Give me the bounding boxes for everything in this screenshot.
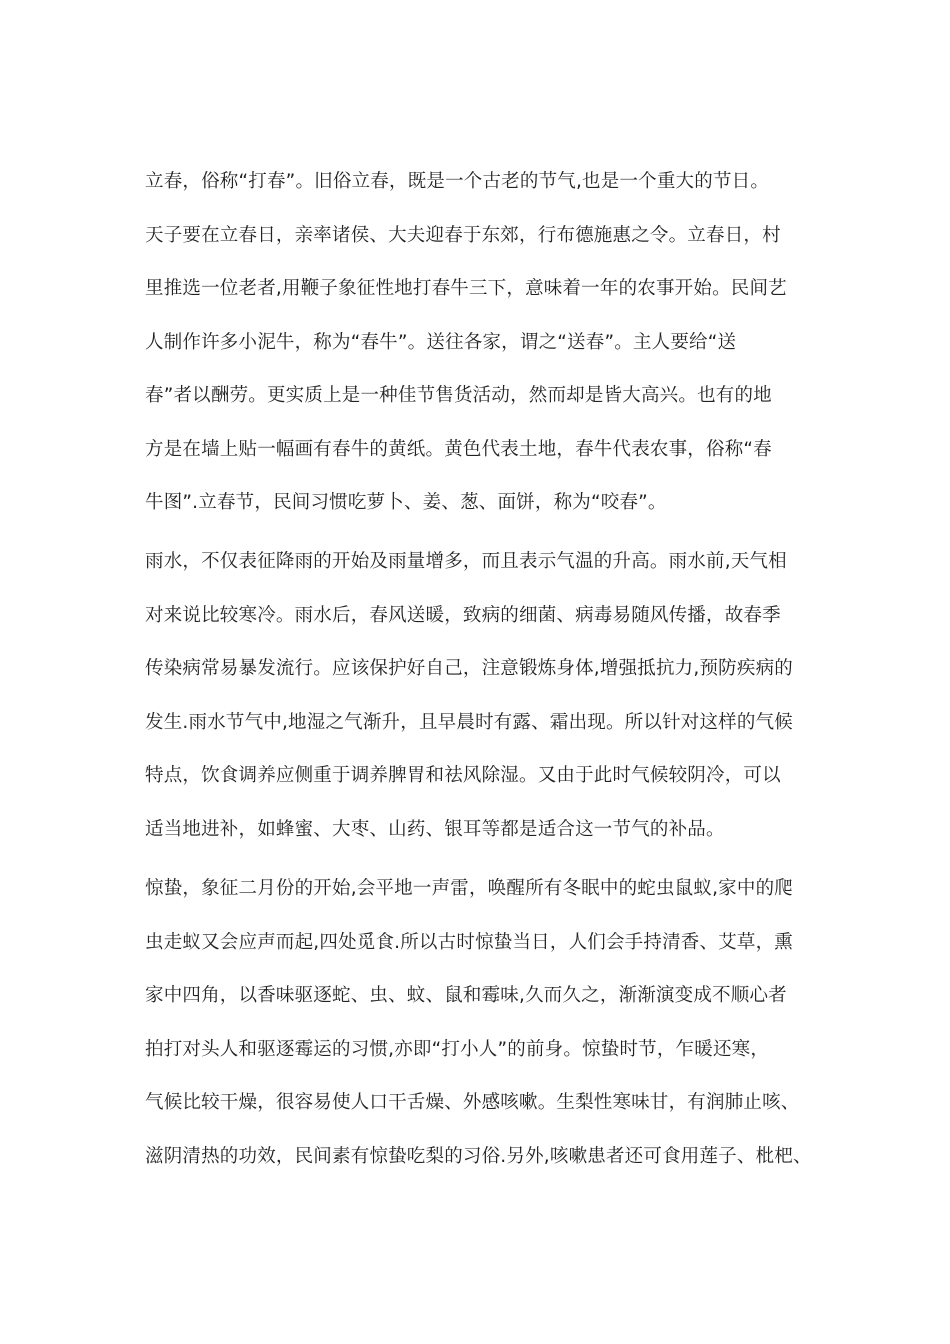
- text-line: 惊蛰，象征二月份的开始,会平地一声雷，唤醒所有冬眠中的蛇虫鼠蚁,家中的爬: [145, 878, 793, 899]
- text-line: 家中四角，以香味驱逐蛇、虫、蚊、鼠和霉味,久而久之，渐渐演变成不顺心者: [145, 985, 787, 1006]
- text-line: 适当地进补，如蜂蜜、大枣、山药、银耳等都是适合这一节气的补品。: [145, 818, 725, 840]
- paragraph-yushui: [145, 535, 835, 856]
- text-line: 雨水，不仅表征降雨的开始及雨量增多，而且表示气温的升高。雨水前,天气相: [145, 551, 787, 572]
- text-line: 滋阴清热的功效，民间素有惊蛰吃梨的习俗.另外,咳嗽患者还可食用莲子、枇杷、: [145, 1145, 812, 1167]
- paragraph-jingzhe: [145, 862, 835, 1183]
- text-line: 人制作许多小泥牛，称为“春牛”。送往各家，谓之“送春”。主人要给“送: [145, 331, 737, 353]
- text-line: 特点，饮食调养应侧重于调养脾胃和祛风除湿。又由于此时气候较阴冷，可以: [145, 765, 781, 786]
- text-line: 气候比较干燥，很容易使人口干舌燥、外感咳嗽。生梨性寒味甘，有润肺止咳、: [145, 1092, 800, 1113]
- text-line: 拍打对头人和驱逐霉运的习惯,亦即“打小人”的前身。惊蛰时节，乍暖还寒，: [145, 1038, 770, 1060]
- text-line: 春”者以酬劳。更实质上是一种佳节售货活动，然而却是皆大高兴。也有的地: [145, 385, 772, 406]
- text-line: 方是在墙上贴一幅画有春牛的黄纸。黄色代表土地，春牛代表农事，俗称“春: [145, 438, 772, 460]
- text-line: 立春，俗称“打春”。旧俗立春，既是一个古老的节气,也是一个重大的节日。: [145, 171, 770, 192]
- text-line: 传染病常易暴发流行。应该保护好自己，注意锻炼身体,增强抵抗力,预防疾病的: [145, 658, 793, 679]
- text-line: 发生.雨水节气中,地湿之气渐升，且早晨时有露、霜出现。所以针对这样的气候: [145, 711, 793, 733]
- text-line: 牛图”.立春节，民间习惯吃萝卜、姜、葱、面饼，称为“咬春”。: [145, 492, 667, 513]
- text-line: 对来说比较寒冷。雨水后，春风送暖，致病的细菌、病毒易随风传播，故春季: [145, 604, 781, 626]
- text-line: 里推选一位老者,用鞭子象征性地打春牛三下，意味着一年的农事开始。民间艺: [145, 278, 787, 299]
- text-line: 虫走蚁又会应声而起,四处觅食.所以古时惊蛰当日，人们会手持清香、艾草，熏: [145, 931, 793, 953]
- paragraph-lichun: [145, 155, 835, 530]
- text-line: 天子要在立春日，亲率诸侯、大夫迎春于东郊，行布德施惠之令。立春日，村: [145, 224, 781, 246]
